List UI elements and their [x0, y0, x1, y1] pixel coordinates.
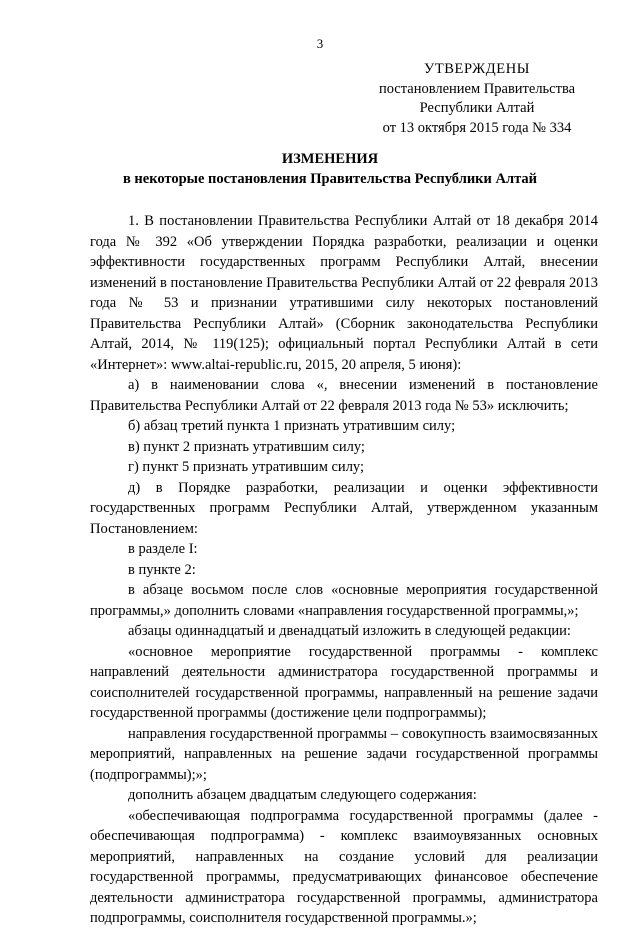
paragraph: в разделе I:: [128, 541, 198, 557]
approval-line-2: Республики Алтай: [419, 100, 535, 116]
document-subtitle: в некоторые постановления Правительства Республики Алтай: [122, 171, 538, 187]
paragraph: д) в Порядке разработки, реализации и оценки эффективности государственных программ Республики Алтай, утвержденном указанным Постановлением:: [90, 479, 598, 537]
document-heading: [60, 149, 600, 189]
approval-title: УТВЕРЖДЕНЫ: [423, 61, 531, 77]
paragraph: дополнить абзацем двадцатым следующего содержания:: [128, 787, 477, 803]
paragraph: а) в наименовании слова «, внесении изменений в постановление Правительства Республики Алтай от 22 февраля 2013 года № 53» исключить;: [90, 377, 598, 414]
paragraph: в) пункт 2 признать утратившим силу;: [128, 438, 365, 455]
paragraph: б) абзац третий пункта 1 признать утратившим силу;: [128, 418, 456, 434]
paragraph: направления государственной программы – совокупность взаимосвязанных мероприятий, направленных на решение задачи государственной программы (подпрограммы);»;: [90, 725, 598, 783]
paragraph: «основное мероприятие государственной программы - комплекс направлений деятельности администратора государственной программы и соисполнителей государственной программы, направленный на решение задачи государственной программы (достижение цели подпрограммы);: [90, 643, 598, 721]
approval-line-3: от 13 октября 2015 года № 334: [382, 119, 572, 136]
paragraph: г) пункт 5 признать утратившим силу;: [128, 459, 365, 475]
document-body: [90, 211, 598, 929]
paragraph: в абзаце восьмом после слов «основные мероприятия государственной программы,» дополнить словами «направления государственной программы,»;: [90, 582, 598, 619]
paragraph: в пункте 2:: [128, 561, 196, 578]
paragraph: абзацы одиннадцатый и двенадцатый изложить в следующей редакции:: [128, 623, 571, 639]
approval-line-1: постановлением Правительства: [378, 80, 576, 97]
document-title: ИЗМЕНЕНИЯ: [281, 151, 379, 167]
approval-stamp: [362, 60, 592, 138]
paragraph: «обеспечивающая подпрограмма государственной программы (далее - обеспечивающая подпрограмма) - комплекс взаимоувязанных основных мероприятий, направленных на создание условий для реализации государственной программы, предусматривающих финансовое обеспечение деятельности администратора государственной программы, администратора подпрограммы, соисполнителя государственной программы.»;: [90, 807, 598, 926]
page-number: 3: [316, 36, 324, 51]
paragraph: 1. В постановлении Правительства Республики Алтай от 18 декабря 2014 года № 392 «Об утверждении Порядка разработки, реализации и оценки эффективности государственных программ Республики Алтай, внесении изменений в постановление Правительства Республики Алтай от 22 февраля 2013 года № 53 и признании утратившими силу некоторых постановлений Правительства Республики Алтай» (Сборник законодательства Республики Алтай, 2014, № 119(125); официальный портал Республики Алтай в сети «Интернет»: www.altai-republic.ru, 2015, 20 апреля, 5 июня):: [90, 213, 598, 373]
